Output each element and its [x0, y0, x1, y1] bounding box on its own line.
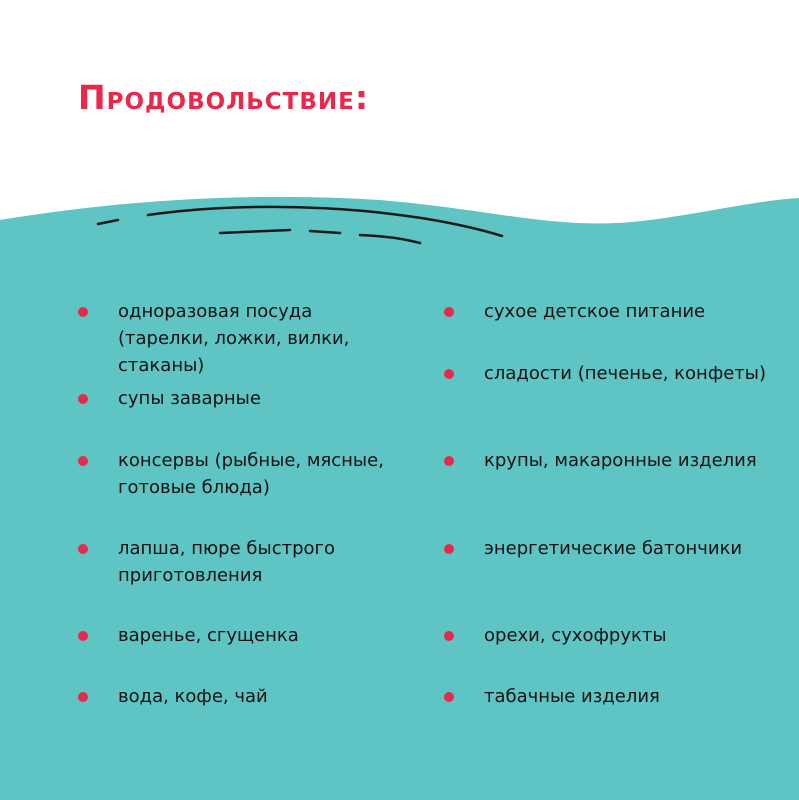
bullet-dot: [78, 631, 88, 641]
list-item-label: табачные изделия: [484, 686, 660, 707]
bullet-dot: [78, 692, 88, 702]
list-item-label: лапша, пюре быстрого приготовления: [118, 538, 335, 586]
bullet-dot: [78, 307, 88, 317]
bullet-dot: [444, 369, 454, 379]
bullet-dot: [444, 456, 454, 466]
bullet-dot: [444, 307, 454, 317]
list-item-label: консервы (рыбные, мясные, готовые блюда): [118, 450, 384, 498]
bullet-dot: [78, 394, 88, 404]
list-item-label: одноразовая посуда (тарелки, ложки, вилки, стаканы): [118, 301, 350, 376]
bullet-dot: [444, 631, 454, 641]
list-item-label: супы заварные: [118, 388, 261, 409]
list-item-label: энергетические батончики: [484, 538, 743, 559]
list-item-label: вода, кофе, чай: [118, 686, 268, 707]
list-item-label: крупы, макаронные изделия: [484, 450, 757, 471]
bullet-dot: [444, 692, 454, 702]
list-item-label: сладости (печенье, конфеты): [484, 363, 766, 384]
list-item-label: сухое детское питание: [484, 301, 706, 322]
bullet-dot: [444, 544, 454, 554]
list-item-label: варенье, сгущенка: [118, 625, 299, 646]
bullet-dot: [78, 544, 88, 554]
page-title: Продовольствие:: [78, 78, 370, 117]
bullet-dot: [78, 456, 88, 466]
list-item-label: орехи, сухофрукты: [484, 625, 667, 646]
